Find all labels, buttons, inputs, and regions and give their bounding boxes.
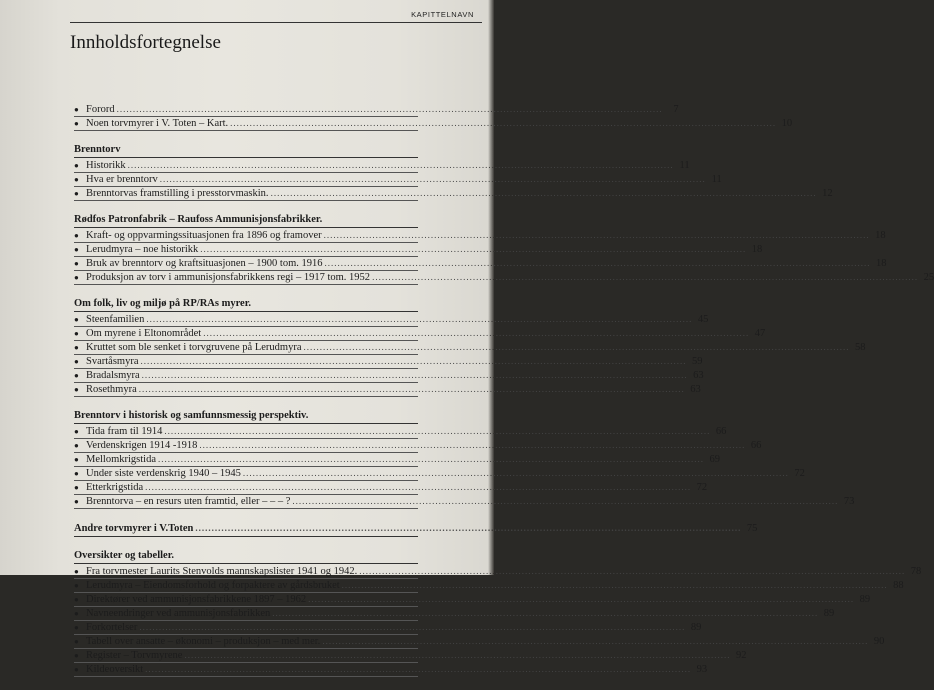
dot-leader <box>158 453 704 465</box>
page-number: 18 <box>751 244 763 255</box>
bullet-icon: ● <box>74 245 79 254</box>
toc-entry <box>74 635 885 649</box>
toc-entry <box>74 271 934 285</box>
page-number: 47 <box>754 328 766 339</box>
dot-leader <box>359 565 905 577</box>
toc-section <box>74 144 833 201</box>
toc-entry-label: Produksjon av torv i ammunisjonsfabrikkens regi – 1917 tom. 1952 <box>86 272 371 283</box>
page-number: 63 <box>693 370 704 381</box>
toc-entry-label: Svartåsmyra <box>86 356 139 367</box>
dot-leader <box>117 103 663 115</box>
page-number: 58 <box>854 342 866 353</box>
page-number: 89 <box>690 622 702 633</box>
dot-leader <box>139 383 685 395</box>
page-number: 90 <box>873 636 885 647</box>
dot-leader <box>372 271 918 283</box>
toc-section <box>74 522 758 537</box>
toc-entry-label: Kildeoversikt <box>86 664 144 675</box>
toc-entry <box>74 453 720 467</box>
dot-leader <box>230 117 776 129</box>
toc-entry <box>74 663 708 677</box>
bullet-icon: ● <box>74 595 79 604</box>
bullet-icon: ● <box>74 497 79 506</box>
page-number: 72 <box>794 468 805 479</box>
toc-entry-label: Bruk av brenntorv og kraftsituasjonen – 1900 tom. 1916 <box>86 258 323 269</box>
toc-entry-label: Kruttet som ble senket i torvgruvene på Lerudmyra <box>86 342 302 353</box>
toc-entry <box>74 579 904 593</box>
bullet-icon: ● <box>74 119 79 128</box>
bullet-icon: ● <box>74 259 79 268</box>
toc-section <box>74 103 793 131</box>
bullet-icon: ● <box>74 189 79 198</box>
dot-leader <box>303 341 849 353</box>
bullet-icon: ● <box>74 329 79 338</box>
toc-entry <box>74 467 805 481</box>
section-heading <box>74 214 418 228</box>
page-number: 78 <box>910 566 922 577</box>
toc-entry-label: Rosethmyra <box>86 384 137 395</box>
section-heading <box>74 298 418 312</box>
section-heading <box>74 550 418 564</box>
page-number: 88 <box>893 580 904 591</box>
dot-leader <box>200 243 746 255</box>
toc-entry <box>74 383 701 397</box>
toc-entry <box>74 187 833 201</box>
toc-entry-label: Under siste verdenskrig 1940 – 1945 <box>86 468 241 479</box>
page-number: 89 <box>823 608 835 619</box>
toc-entry-label: Lerudmyra – Eiendomsforhold og forpaktere av gårdsbruket <box>86 580 340 591</box>
dot-leader <box>324 229 870 241</box>
toc-entry <box>74 313 709 327</box>
bullet-icon: ● <box>74 455 79 464</box>
toc-entry-label: Mellomkrigstida <box>86 454 156 465</box>
toc-section <box>74 214 934 285</box>
section-heading-text: Om folk, liv og miljø på RP/RAs myrer. <box>74 298 252 309</box>
page-number: 59 <box>692 356 703 367</box>
page-number: 75 <box>746 523 758 534</box>
bullet-icon: ● <box>74 567 79 576</box>
toc-entry-label: Register – Torvmyrene <box>86 650 183 661</box>
bullet-icon: ● <box>74 161 79 170</box>
dot-leader <box>145 663 691 675</box>
toc-entry <box>74 103 679 117</box>
dot-leader <box>145 481 691 493</box>
dot-leader <box>203 327 749 339</box>
page-number: 72 <box>696 482 708 493</box>
bullet-icon: ● <box>74 231 79 240</box>
toc-entry-label: Om myrene i Eltonområdet <box>86 328 202 339</box>
toc-entry-label: Fra torvmester Laurits Stenvolds mannskapslister 1941 og 1942. <box>86 566 358 577</box>
toc-entry <box>74 593 871 607</box>
page-edge-shadow <box>488 0 494 575</box>
dot-leader <box>199 439 745 451</box>
page-number: 73 <box>843 496 855 507</box>
toc-entry-label: Hva er brenntorv <box>86 174 158 185</box>
bullet-icon: ● <box>74 637 79 646</box>
page-number: 11 <box>679 160 690 171</box>
toc-entry-label: Brenntorvas framstilling i presstorvmaskin. <box>86 188 269 199</box>
section-heading-text: Rødfos Patronfabrik – Raufoss Ammunisjonsfabrikker. <box>74 214 323 225</box>
page-number: 89 <box>859 594 871 605</box>
toc-entry-label: Forkortelser <box>86 622 138 633</box>
page-number: 18 <box>875 230 886 241</box>
bullet-icon: ● <box>74 651 79 660</box>
toc-entry-label: Noen torvmyrer i V. Toten – Kart. <box>86 118 229 129</box>
dot-leader <box>342 579 888 591</box>
page-number: 25 <box>923 272 934 283</box>
page-number: 7 <box>673 104 679 115</box>
toc-entry <box>74 495 855 509</box>
page-number: 11 <box>711 174 722 185</box>
toc-entry-label: Lerudmyra – noe historikk <box>86 244 199 255</box>
toc-entry <box>74 243 763 257</box>
dot-leader <box>272 607 818 619</box>
dot-leader <box>308 593 854 605</box>
toc-entry <box>74 439 762 453</box>
running-head: KAPITTELNAVN <box>411 10 474 19</box>
bullet-icon: ● <box>74 483 79 492</box>
toc-entry-label: Brenntorva – en resurs uten framtid, eller – – – ? <box>86 496 291 507</box>
section-heading <box>74 144 418 158</box>
dot-leader <box>322 635 868 647</box>
bullet-icon: ● <box>74 427 79 436</box>
bullet-icon: ● <box>74 175 79 184</box>
page-number: 69 <box>709 454 720 465</box>
page-number: 93 <box>696 664 708 675</box>
table-of-contents <box>74 103 934 690</box>
dot-leader <box>195 522 741 534</box>
toc-entry-label: Forord <box>86 104 115 115</box>
page-number: 45 <box>697 314 709 325</box>
section-heading <box>74 410 418 424</box>
dot-leader <box>128 159 674 171</box>
page-number: 63 <box>690 384 701 395</box>
page-number: 66 <box>750 440 762 451</box>
section-heading-text: Brenntorv i historisk og samfunnsmessig perspektiv. <box>74 410 309 421</box>
toc-entry <box>74 425 727 439</box>
dot-leader <box>146 313 692 325</box>
toc-entry <box>74 565 922 579</box>
page-number: 18 <box>876 258 887 269</box>
dot-leader <box>139 621 685 633</box>
bullet-icon: ● <box>74 609 79 618</box>
dot-leader <box>292 495 838 507</box>
toc-entry <box>74 159 690 173</box>
toc-entry <box>74 369 704 383</box>
page-number: 12 <box>822 188 833 199</box>
section-heading <box>74 522 758 537</box>
toc-entry-label: Verdenskrigen 1914 -1918 <box>86 440 198 451</box>
bullet-icon: ● <box>74 581 79 590</box>
page-number: 92 <box>735 650 747 661</box>
dot-leader <box>142 369 688 381</box>
toc-entry-label: Direktører ved ammunisjonsfabrikkene 1897 – 1962 <box>86 594 307 605</box>
toc-entry-label: Tabell over ansatte – økonomi – produksjon – med mer. <box>86 636 321 647</box>
toc-entry <box>74 229 886 243</box>
toc-entry <box>74 327 766 341</box>
bullet-icon: ● <box>74 315 79 324</box>
toc-section <box>74 410 855 509</box>
dot-leader <box>325 257 871 269</box>
toc-entry <box>74 355 703 369</box>
page-number: 66 <box>715 426 727 437</box>
header-rule <box>70 22 482 23</box>
bullet-icon: ● <box>74 623 79 632</box>
bullet-icon: ● <box>74 665 79 674</box>
dot-leader <box>141 355 687 367</box>
bullet-icon: ● <box>74 441 79 450</box>
toc-section <box>74 550 922 677</box>
toc-entry <box>74 257 887 271</box>
toc-entry <box>74 649 747 663</box>
dot-leader <box>160 173 706 185</box>
bullet-icon: ● <box>74 385 79 394</box>
toc-entry-label: Etterkrigstida <box>86 482 144 493</box>
bullet-icon: ● <box>74 357 79 366</box>
page-title: Innholdsfortegnelse <box>70 32 221 53</box>
bullet-icon: ● <box>74 273 79 282</box>
toc-section <box>74 298 866 397</box>
toc-entry <box>74 607 835 621</box>
bullet-icon: ● <box>74 105 79 114</box>
dot-leader <box>164 425 710 437</box>
bullet-icon: ● <box>74 469 79 478</box>
bullet-icon: ● <box>74 371 79 380</box>
dot-leader <box>271 187 817 199</box>
toc-entry-label: Historikk <box>86 160 126 171</box>
bullet-icon: ● <box>74 343 79 352</box>
dot-leader <box>184 649 730 661</box>
dot-leader <box>243 467 789 479</box>
section-heading-text: Oversikter og tabeller. <box>74 550 175 561</box>
toc-entry <box>74 173 722 187</box>
toc-entry <box>74 341 866 355</box>
section-heading-text: Brenntorv <box>74 144 121 155</box>
section-heading-text: Andre torvmyrer i V.Toten <box>74 523 194 534</box>
page-number: 10 <box>781 118 793 129</box>
toc-entry-label: Kraft- og oppvarmingssituasjonen fra 1896 og framover <box>86 230 322 241</box>
toc-entry-label: Navneendringer ved ammunisjonsfabrikken <box>86 608 271 619</box>
toc-entry-label: Tida fram til 1914 <box>86 426 163 437</box>
toc-entry <box>74 117 793 131</box>
toc-entry <box>74 621 702 635</box>
toc-entry <box>74 481 708 495</box>
toc-entry-label: Bradalsmyra <box>86 370 140 381</box>
toc-entry-label: Steenfamilien <box>86 314 145 325</box>
